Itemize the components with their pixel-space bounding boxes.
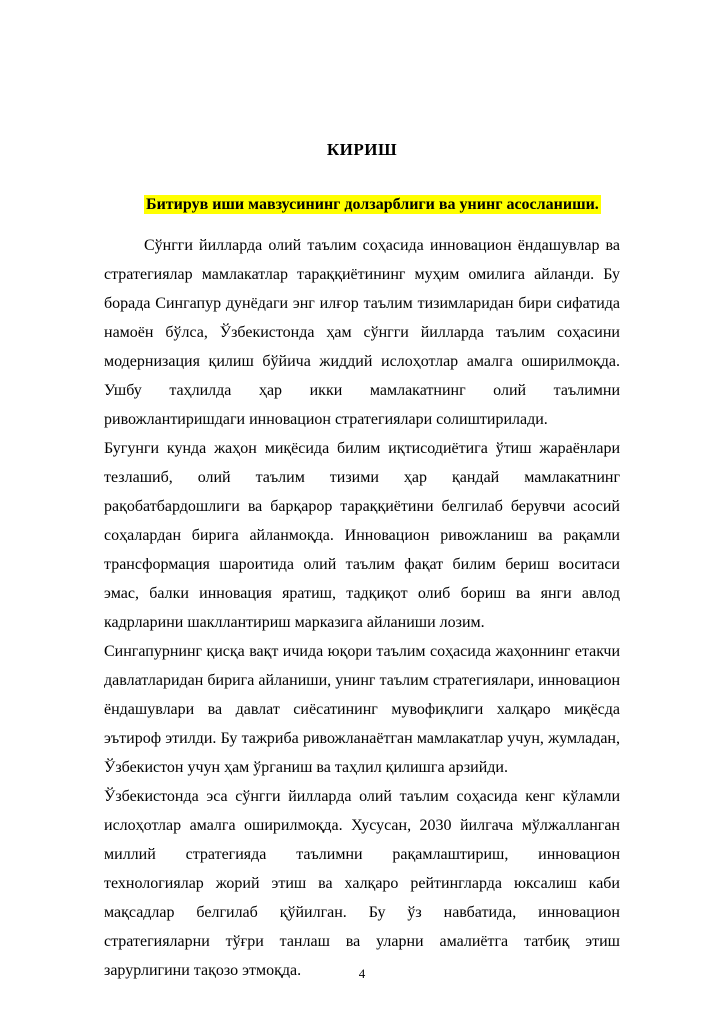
paragraph: Сингапурнинг қисқа вақт ичида юқори таълим соҳасида жаҳоннинг етакчи давлатларидан бирига айланиши, унинг таълим стратегиялари, инновацион ёндашувлари ва давлат сиёсатининг мувофиқлиги халқаро миқёсда эътироф этилди. Бу тажриба ривожланаётган мамлакатлар учун, жумладан, Ўзбекистон учун ҳам ўрганиш ва таҳлил қилишга арзийди.	[104, 643, 620, 776]
paragraph: Сўнгги йилларда олий таълим соҳасида инновацион ёндашувлар ва стратегиялар мамлакатлар тараққиётининг муҳим омилига айланди. Бу борада Сингапур дунёдаги энг илғор таълим тизимларидан бири сифатида намоён бўлса, Ўзбекистонда ҳам сўнгги йилларда таълим соҳасини модернизация қилиш бўйича жиддий ислоҳотлар амалга оширилмоқда. Ушбу таҳлилда ҳар икки мамлакатнинг олий таълимни ривожлантиришдаги инновацион стратегиялари солиштирилади.	[104, 237, 620, 428]
page-number: 4	[358, 966, 366, 981]
highlighted-heading-text: Битирув иши мавзусининг долзарблиги ва унинг асосланиши.	[146, 196, 599, 213]
body-text	[104, 231, 620, 985]
page-title: КИРИШ	[326, 140, 398, 159]
paragraph: Бугунги кунда жаҳон миқёсида билим иқтисодиётига ўтиш жараёнлари тезлашиб, олий таълим тизими ҳар қандай мамлакатнинг рақобатбардошлиги ва барқарор тараққиётини белгилаб берувчи асосий соҳалардан бирига айланмоқда. Инновацион ривожланиш ва рақамли трансформация шароитида олий таълим фақат билим бериш воситаси эмас, балки инновация яратиш, тадқиқот олиб бориш ва янги авлод кадрларини шакллантириш марказига айланиши лозим.	[104, 440, 620, 631]
paragraph: Ўзбекистонда эса сўнгги йилларда олий таълим соҳасида кенг кўламли ислоҳотлар амалга оширилмоқда. Хусусан, 2030 йилгача мўлжалланган миллий стратегияда таълимни рақамлаштириш, инновацион технологиялар жорий этиш ва халқаро рейтингларда юксалиш каби мақсадлар белгилаб қўйилган. Бу ўз навбатида, инновацион стратегияларни тўғри танлаш ва уларни амалиётга татбиқ этиш зарурлигини тақозо этмоқда.	[104, 788, 620, 979]
section-heading	[104, 190, 620, 219]
